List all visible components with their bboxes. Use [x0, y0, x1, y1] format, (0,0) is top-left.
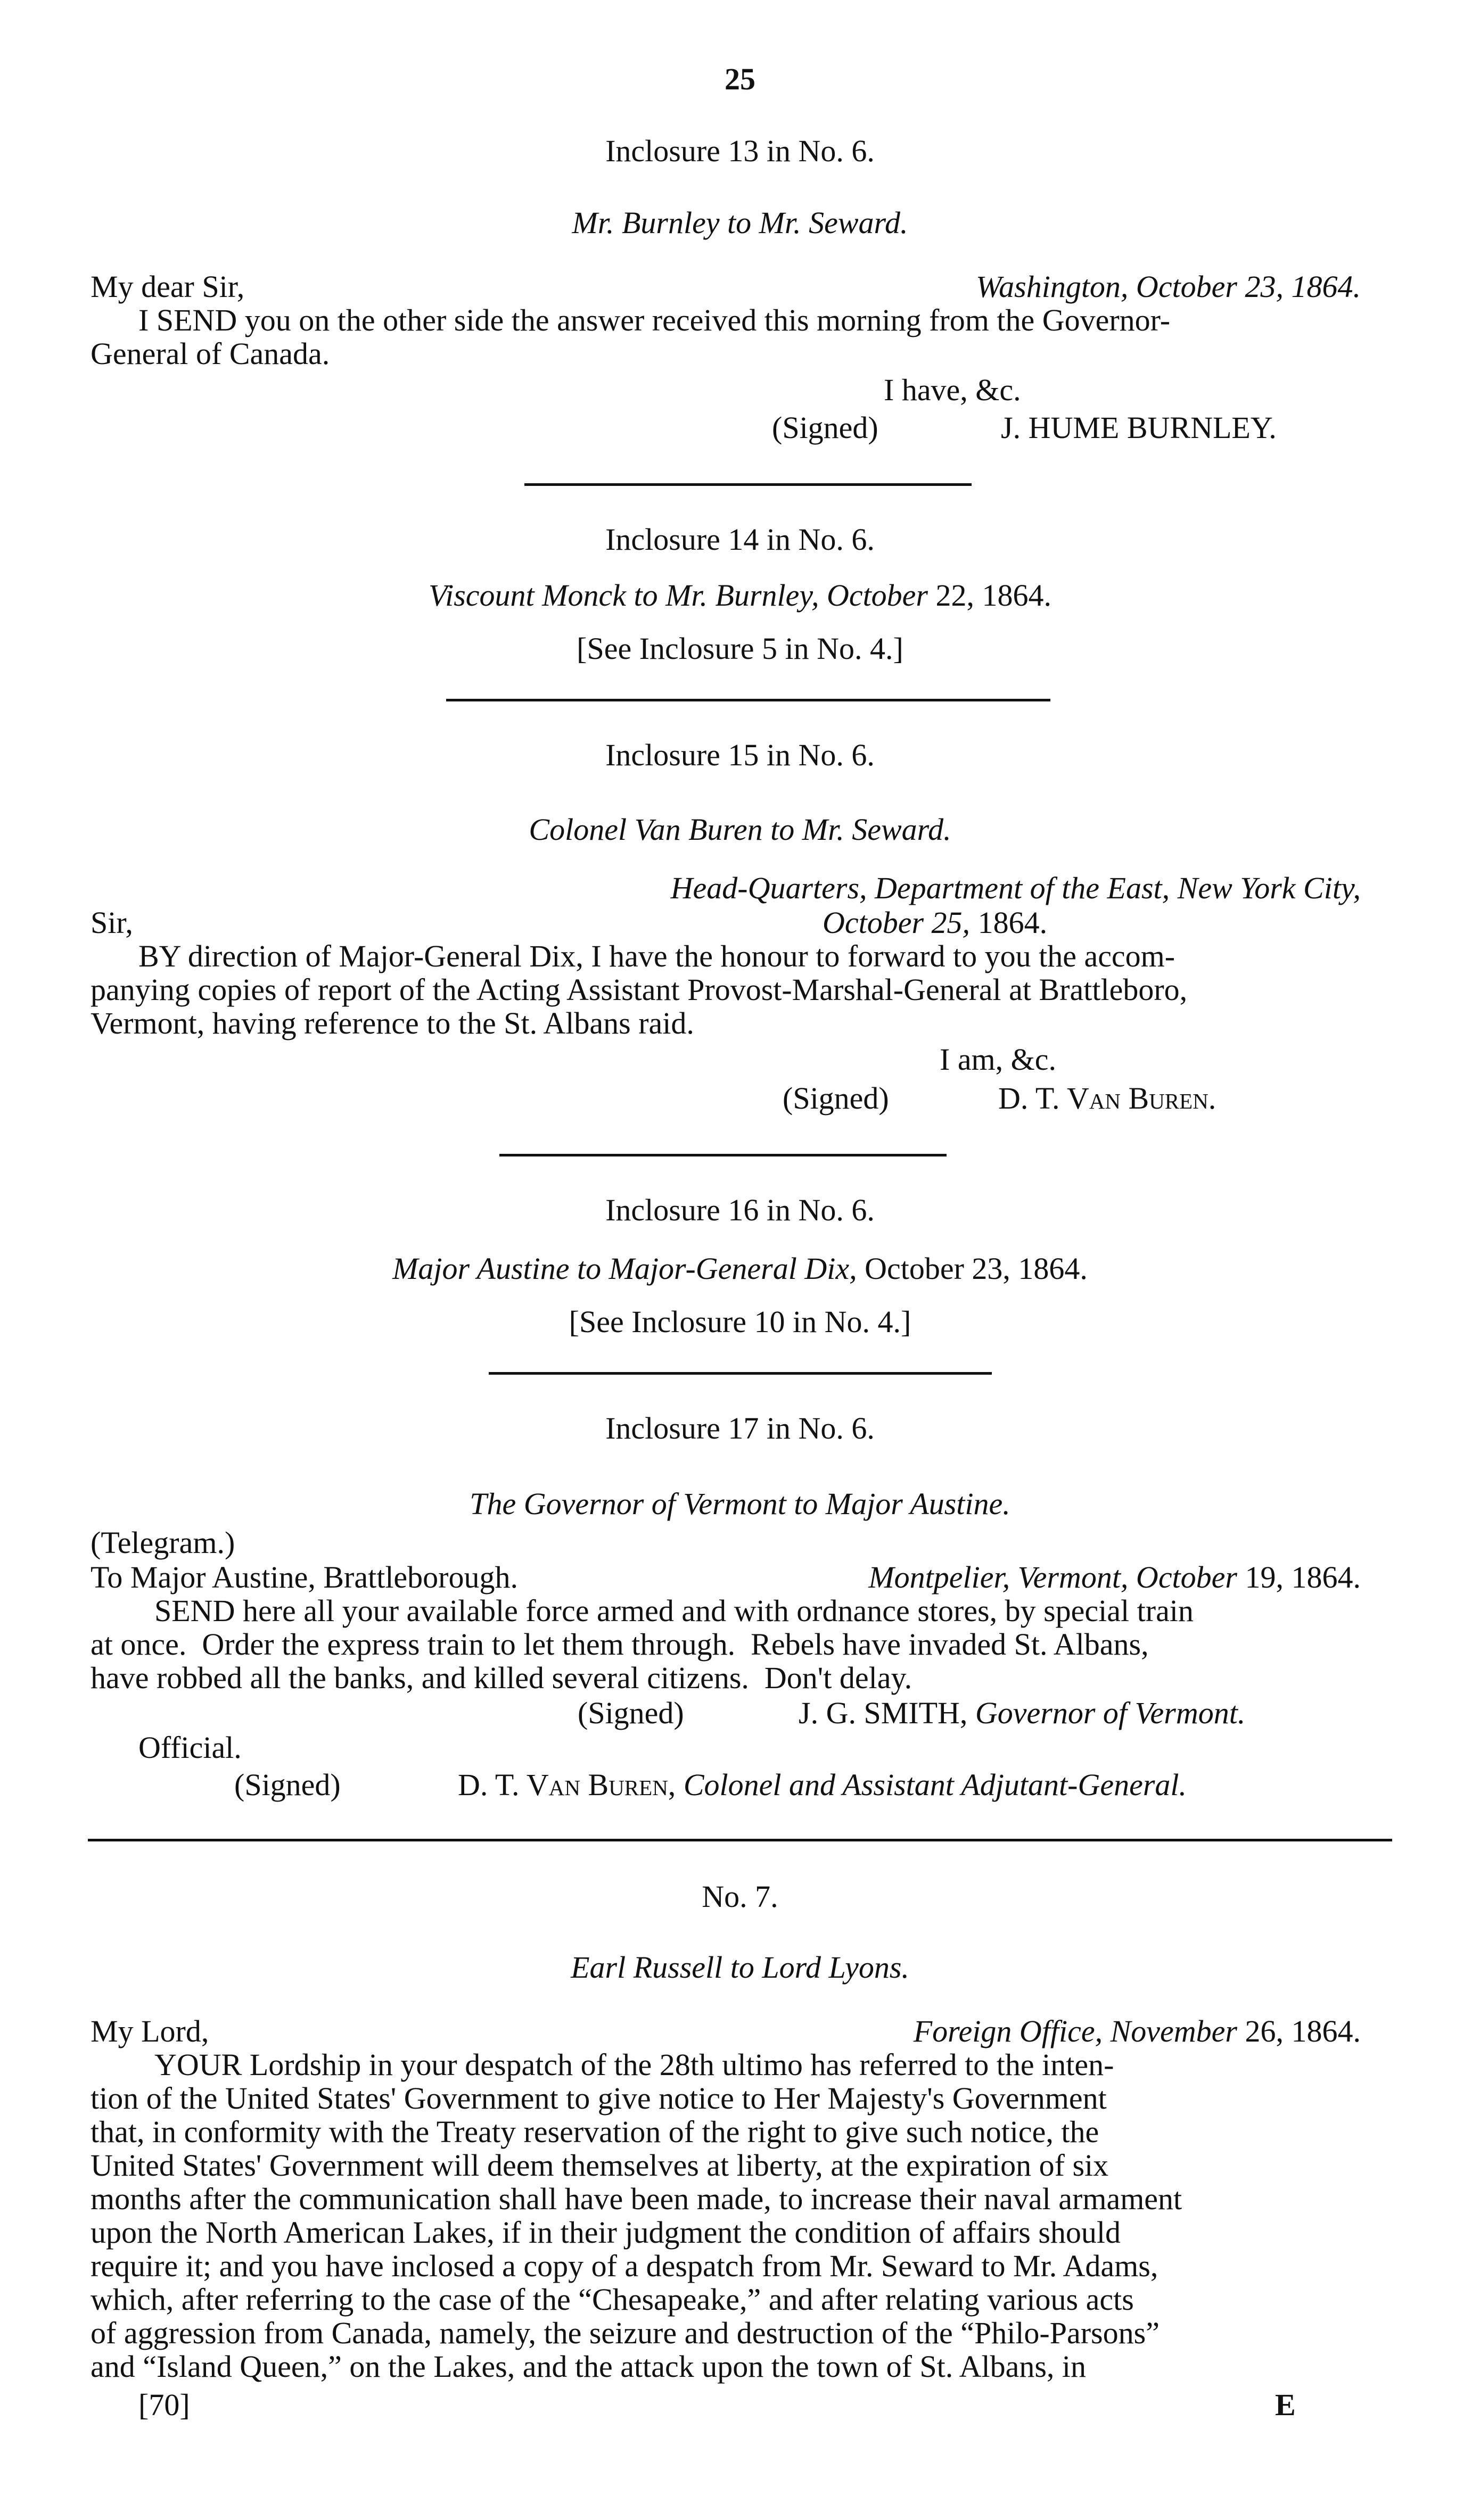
inclosure-17-official-signer	[458, 1767, 1187, 1802]
inclosure-13-signed-label: (Signed)	[772, 410, 878, 445]
inclosure-15-body-line: Vermont, having reference to the St. Albans raid.	[91, 1006, 694, 1040]
inclosure-14-title-date: 22, 1864.	[928, 578, 1051, 613]
inclosure-16-title	[0, 1253, 1480, 1284]
inclosure-15-address: Head-Quarters, Department of the East, New York City,	[670, 871, 1361, 905]
inclosure-13-dateline: Washington, October 23, 1864.	[976, 269, 1361, 304]
inclosure-13-signer: J. HUME BURNLEY.	[1001, 410, 1277, 445]
inclosure-17-body-line: at once. Order the express train to let them through. Rebels have invaded St. Albans,	[91, 1627, 1149, 1662]
no-7-heading: No. 7.	[702, 1879, 778, 1914]
inclosure-17-signer-title: Governor of Vermont.	[967, 1696, 1246, 1730]
inclosure-16-title-text: Major Austine to Major-General Dix,	[392, 1251, 857, 1286]
inclosure-15-closing: I am, &c.	[940, 1042, 1057, 1077]
inclosure-17-dateline-text: Montpelier, Vermont, October	[868, 1560, 1237, 1594]
inclosure-16-title-date: October 23, 1864.	[857, 1251, 1088, 1286]
inclosure-15-date-year: 1864.	[970, 905, 1048, 940]
no-7-body-line: that, in conformity with the Treaty reservation of the right to give such notice, the	[91, 2114, 1099, 2149]
inclosure-13-closing: I have, &c.	[884, 373, 1021, 407]
section-divider	[499, 1154, 947, 1156]
no-7-body-line: require it; and you have inclosed a copy of a despatch from Mr. Seward to Mr. Adams,	[91, 2249, 1158, 2283]
no-7-dateline-year: 26, 1864.	[1237, 2014, 1361, 2048]
no-7-body-line: which, after referring to the case of the “Chesapeake,” and after relating various acts	[91, 2282, 1134, 2317]
inclosure-17-official-label: Official.	[138, 1730, 242, 1765]
inclosure-16-note: [See Inclosure 10 in No. 4.]	[569, 1304, 911, 1339]
inclosure-13-salutation: My dear Sir,	[91, 269, 245, 304]
inclosure-16-heading: Inclosure 16 in No. 6.	[605, 1193, 875, 1227]
inclosure-17-signer-name: J. G. SMITH,	[799, 1696, 968, 1730]
inclosure-15-title: Colonel Van Buren to Mr. Seward.	[529, 812, 951, 847]
inclosure-13-heading: Inclosure 13 in No. 6.	[605, 134, 875, 168]
inclosure-15-body-line: BY direction of Major-General Dix, I have the honour to forward to you the accom-	[138, 939, 1175, 973]
inclosure-17-official-title: Colonel and Assistant Adjutant-General.	[676, 1767, 1187, 1802]
inclosure-15-signer: D. T. Van Buren.	[998, 1081, 1216, 1116]
section-divider	[489, 1372, 992, 1375]
inclosure-17-body-line: SEND here all your available force armed and with ordnance stores, by special train	[154, 1593, 1194, 1628]
inclosure-15-heading: Inclosure 15 in No. 6.	[605, 738, 875, 772]
no-7-dateline-text: Foreign Office, November	[913, 2014, 1237, 2048]
no-7-body-line: tion of the United States' Government to give notice to Her Majesty's Government	[91, 2081, 1107, 2116]
inclosure-17-body-line: have robbed all the banks, and killed several citizens. Don't delay.	[91, 1660, 912, 1695]
inclosure-17-dateline	[868, 1562, 1361, 1593]
inclosure-15-date	[823, 907, 1047, 938]
inclosure-13-body-line: I SEND you on the other side the answer received this morning from the Governor-	[138, 303, 1171, 337]
inclosure-17-official-signed: (Signed)	[234, 1767, 341, 1802]
no-7-title: Earl Russell to Lord Lyons.	[571, 1950, 909, 1985]
section-divider	[524, 483, 972, 486]
inclosure-14-heading: Inclosure 14 in No. 6.	[605, 522, 875, 557]
no-7-salutation: My Lord,	[91, 2014, 209, 2048]
inclosure-13-body-line: General of Canada.	[91, 336, 330, 371]
no-7-body-line: and “Island Queen,” on the Lakes, and the attack upon the town of St. Albans, in	[91, 2349, 1087, 2384]
inclosure-17-signer	[799, 1698, 1245, 1729]
inclosure-13-title: Mr. Burnley to Mr. Seward.	[572, 205, 908, 240]
inclosure-14-note: [See Inclosure 5 in No. 4.]	[577, 631, 903, 666]
inclosure-17-signed-label: (Signed)	[578, 1696, 684, 1730]
no-7-body-line: of aggression from Canada, namely, the seizure and destruction of the “Philo-Parsons”	[91, 2316, 1160, 2350]
inclosure-17-official-name: D. T. Van Buren,	[458, 1767, 676, 1802]
inclosure-17-heading: Inclosure 17 in No. 6.	[605, 1411, 875, 1445]
inclosure-14-title	[0, 580, 1480, 611]
inclosure-15-signed-label: (Signed)	[783, 1081, 889, 1116]
inclosure-15-body-line: panying copies of report of the Acting Assistant Provost-Marshal-General at Brattleboro,	[91, 972, 1188, 1007]
inclosure-14-title-text: Viscount Monck to Mr. Burnley, October	[429, 578, 928, 613]
no-7-body-line: YOUR Lordship in your despatch of the 28th ultimo has referred to the inten-	[154, 2047, 1114, 2082]
inclosure-15-salutation: Sir,	[91, 905, 133, 940]
no-7-body-line: upon the North American Lakes, if in their judgment the condition of affairs should	[91, 2215, 1121, 2250]
footer-signature-mark: [70]	[138, 2387, 190, 2422]
inclosure-17-addressee: To Major Austine, Brattleborough.	[91, 1560, 518, 1594]
no-7-dateline	[914, 2016, 1361, 2047]
full-width-divider	[88, 1839, 1392, 1841]
section-divider	[446, 699, 1050, 701]
no-7-body-line: months after the communication shall have been made, to increase their naval armament	[91, 2182, 1182, 2216]
page-number: 25	[725, 62, 755, 96]
inclosure-17-dateline-year: 19, 1864.	[1237, 1560, 1361, 1594]
footer-gathering-mark: E	[1275, 2387, 1296, 2422]
inclosure-17-telegram-label: (Telegram.)	[91, 1525, 235, 1560]
inclosure-17-title: The Governor of Vermont to Major Austine.	[470, 1486, 1010, 1521]
inclosure-15-date-text: October 25,	[823, 905, 971, 940]
no-7-body-line: United States' Government will deem themselves at liberty, at the expiration of six	[91, 2148, 1109, 2183]
